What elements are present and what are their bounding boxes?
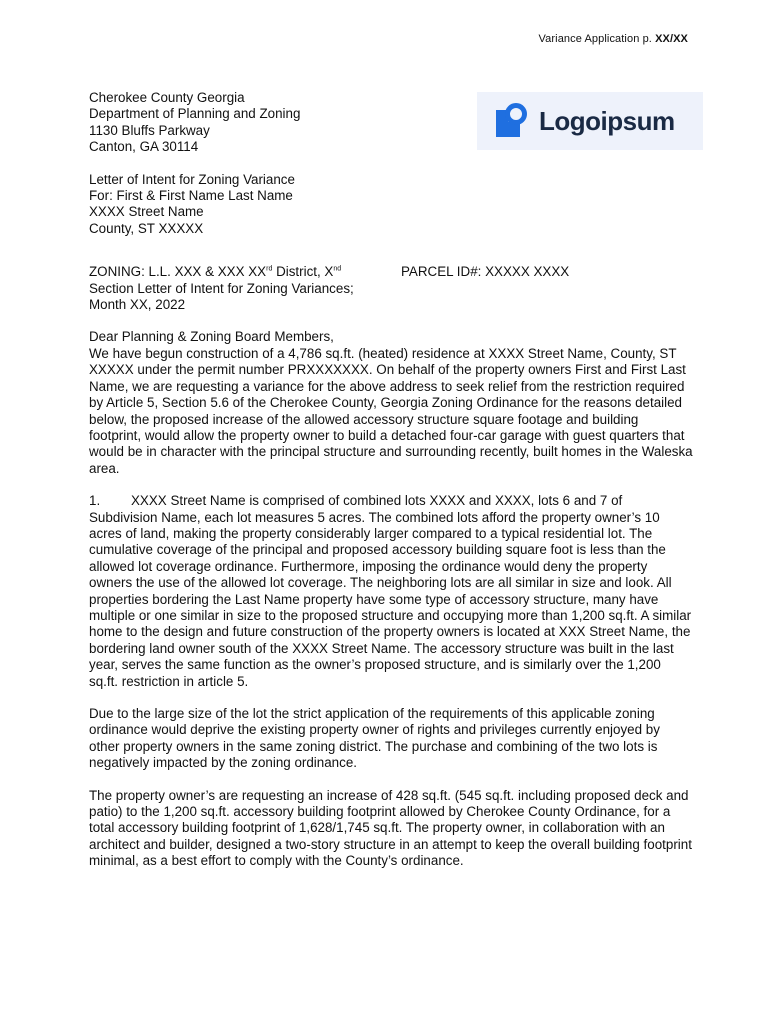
zoning-line: ZONING: L.L. XXX & XXX XXrd District, Xnd: [89, 264, 342, 280]
zoning-section: Section Letter of Intent for Zoning Variances;: [89, 280, 354, 296]
header-label: Variance Application p.: [538, 33, 656, 45]
page-header: [539, 33, 688, 45]
parcel-id: PARCEL ID#: XXXXX XXXX: [401, 264, 570, 280]
hardship-paragraph: Due to the large size of the lot the strict application of the requirements of this applicable zoning ordinance would deprive the existing property owner of rights and privileges currently enjoyed by other property owners in the same zoning district. The purchase and combining of the two lots is negatively impacted by the zoning ordinance.: [89, 706, 660, 771]
intent-title: Letter of Intent for Zoning Variance: [89, 171, 295, 187]
item-number: 1.: [89, 493, 101, 509]
intent-block: [89, 172, 693, 238]
intent-line: For: First & First Name Last Name: [89, 188, 293, 204]
page-number: XX/XX: [655, 33, 688, 45]
item-text: XXXX Street Name is comprised of combined lots XXXX and XXXX, lots 6 and 7 of Subdivision Name, each lot measures 5 acres. The combined lots afford the property owner’s 10 acres of land, making the property considerably larger compared to a typical residential lot. The cumulative coverage of the principal and proposed accessory building square foot is less than the allowed lot coverage ordinance. Furthermore, imposing the ordinance would deny the property owners the use of the allowed lot coverage. The neighboring lots are all similar in size and look. All properties bordering the Last Name property have some type of accessory structure, many have multiple or one similar in size to the proposed structure and occupying more than 1,200 sq.ft. A similar home to the design and future construction of the property owners is located at XXX Street Name, the bordering land owner south of the XXXX Street Name. The accessory structure was built in the last year, serves the same function as the owner’s proposed structure, and is similarly over the 1,200 sq.ft. restriction in article 5.: [89, 493, 692, 689]
intent-line: County, ST XXXXX: [89, 220, 204, 236]
request-paragraph: The property owner’s are requesting an increase of 428 sq.ft. (545 sq.ft. including proposed deck and patio) to the 1,200 sq.ft. accessory building footprint allowed by Cherokee County Ordinance, for a total accessory building footprint of 1,628/1,745 sq.ft. The property owner, in collaboration with an architect and builder, designed a two-story structure in an attempt to keep the overall building footprint minimal, as a best effort to comply with the County’s ordinance.: [89, 787, 692, 869]
address-line: Department of Planning and Zoning: [89, 106, 301, 122]
address-line: 1130 Bluffs Parkway: [89, 122, 210, 138]
recipient-address: [89, 90, 693, 156]
intent-line: XXXX Street Name: [89, 204, 204, 220]
address-line: Cherokee County Georgia: [89, 90, 245, 105]
logo-text: Logoipsum: [539, 105, 675, 136]
numbered-item: [89, 493, 693, 690]
intro-paragraph: We have begun construction of a 4,786 sq.ft. (heated) residence at XXXX Street Name, County, ST XXXXX under the permit number PRXXXXXXX. On behalf of the property owners First and First Last Name, we are requesting a variance for the above address to seek relief from the restriction required by Article 5, Section 5.6 of the Cherokee County, Georgia Zoning Ordinance for the reasons detailed below, the proposed increase of the allowed accessory structure square footage and building footprint, would allow the property owner to build a detached four-car garage with guest quarters that would be in character with the principal structure and surrounding recently, built homes in the Waleska area.: [89, 345, 693, 476]
address-line: Canton, GA 30114: [89, 139, 199, 155]
letter-body: [89, 90, 693, 870]
salutation: Dear Planning & Zoning Board Members,: [89, 329, 334, 345]
letter-date: Month XX, 2022: [89, 297, 186, 313]
zoning-block: [89, 264, 693, 313]
